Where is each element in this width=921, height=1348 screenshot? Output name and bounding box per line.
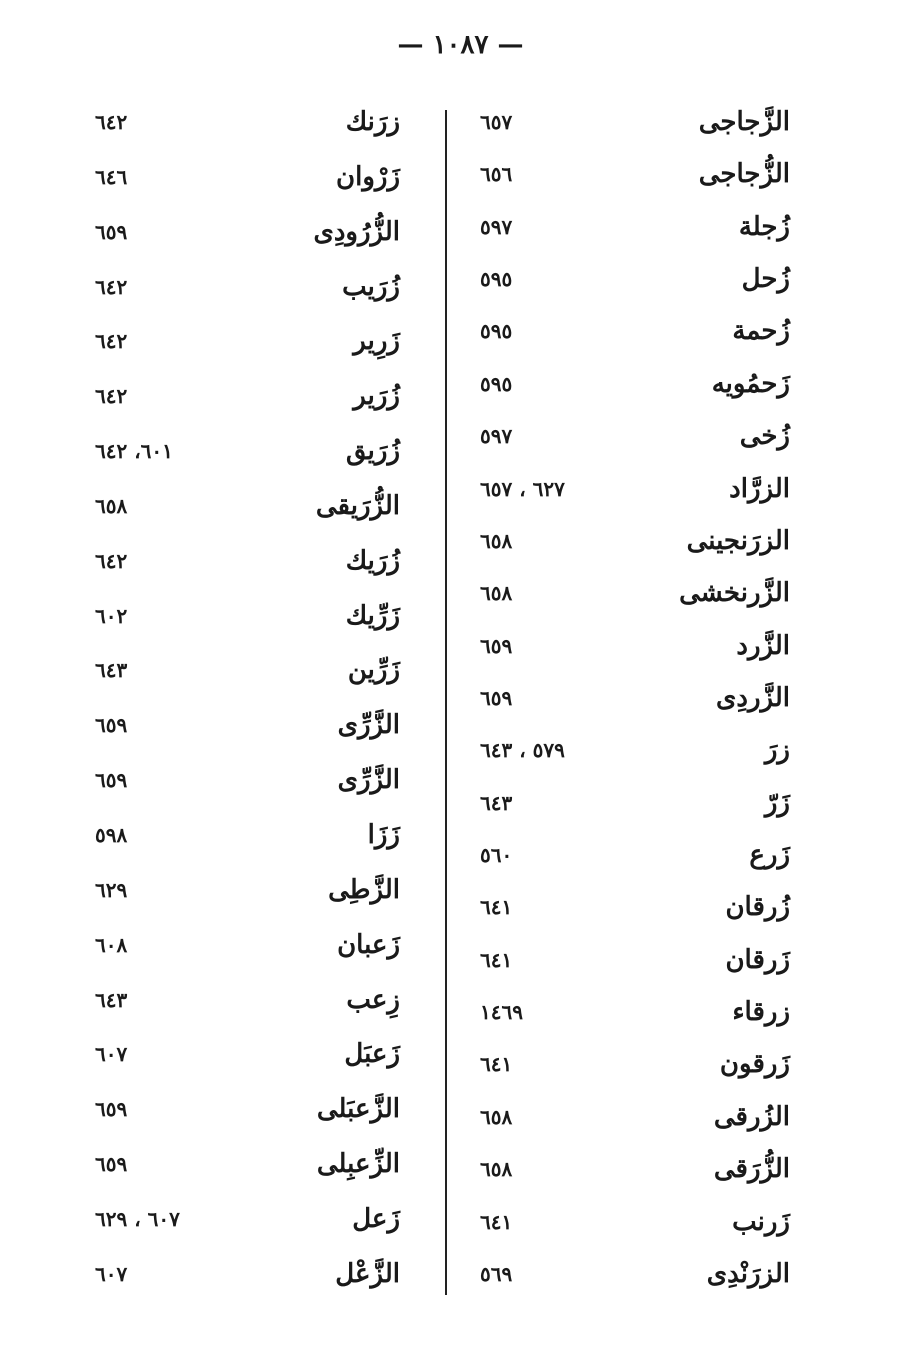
entry-name: الزَّرِّى — [337, 765, 400, 796]
entry-name: زرقاء — [732, 997, 790, 1028]
index-entry — [480, 150, 790, 198]
entry-pages: ٥٩٥ — [480, 267, 513, 292]
index-entry — [480, 726, 790, 774]
entry-name: الزِّعبِلى — [316, 1149, 400, 1180]
entry-pages: ٦٥٨ — [480, 581, 513, 606]
entry-name: الزَّجاجى — [698, 107, 790, 137]
index-entry — [480, 831, 790, 879]
index-entry — [95, 592, 400, 640]
entry-name: زَرِير — [353, 326, 400, 357]
entry-pages: ٦٠١، ٦٤٢ — [95, 439, 173, 464]
index-entry — [95, 756, 400, 804]
entry-pages: ٦٤١ — [480, 1052, 513, 1077]
index-entry — [480, 1040, 790, 1088]
index-entry — [480, 255, 790, 303]
entry-pages: ٦٥٩ — [95, 1152, 128, 1177]
entry-name: الزَّطِى — [328, 874, 400, 905]
entry-name: زَرقون — [719, 1049, 790, 1080]
entry-name: زَرّ — [764, 787, 790, 818]
entry-name: زُرقان — [725, 892, 790, 923]
entry-pages: ٦٥٨ — [480, 528, 513, 553]
entry-name: زُجلة — [738, 211, 790, 242]
index-entry — [480, 622, 790, 670]
entry-pages: ٦٤١ — [480, 1209, 513, 1234]
entry-pages: ٥٦٩ — [480, 1261, 513, 1286]
entry-pages: ٦٥٩ — [95, 768, 128, 793]
index-entry — [480, 307, 790, 355]
index-entry — [480, 1145, 790, 1193]
index-entry — [480, 569, 790, 617]
entry-name: الزرَنْدِى — [706, 1258, 790, 1289]
entry-pages: ٦٥٦ — [480, 162, 513, 187]
entry-name: الزُّجاجى — [698, 159, 790, 190]
entry-pages: ٦٤٣ — [480, 790, 513, 815]
index-entry — [95, 317, 400, 365]
entry-pages: ٥٧٩ ، ٦٤٣ — [480, 738, 565, 763]
entry-name: الزَّردِى — [716, 682, 790, 713]
entry-pages: ٥٩٧ — [480, 424, 513, 449]
entry-name: زُرَيك — [345, 545, 400, 576]
entry-name: زَعبان — [337, 929, 400, 960]
page-number: — ١٠٨٧ — — [397, 30, 524, 60]
entry-pages: ٦٤٢ — [95, 274, 128, 299]
index-entry — [95, 1250, 400, 1298]
index-entry — [480, 988, 790, 1036]
index-entry — [95, 263, 400, 311]
index-entry — [95, 976, 400, 1024]
index-entry — [95, 811, 400, 859]
index-entry — [480, 98, 790, 146]
entry-pages: ١٤٦٩ — [480, 1000, 523, 1025]
index-entry — [480, 517, 790, 565]
index-entry — [95, 208, 400, 256]
entry-name: الزُّرَيقى — [315, 490, 400, 521]
entry-pages: ٦٤١ — [480, 947, 513, 972]
index-entry — [95, 153, 400, 201]
index-entry — [480, 674, 790, 722]
entry-name: زُرَير — [353, 381, 400, 412]
entry-name: زَرقان — [725, 944, 790, 975]
entry-name: زُرَيب — [342, 271, 400, 302]
index-entry — [480, 1093, 790, 1141]
index-entry — [480, 465, 790, 513]
entry-name: الزَّعبَلى — [316, 1094, 400, 1125]
entry-pages: ٥٩٨ — [95, 822, 128, 847]
entry-pages: ٥٩٥ — [480, 371, 513, 396]
entry-name: زَعبَل — [344, 1039, 400, 1070]
entry-name: زَعل — [352, 1203, 400, 1234]
column-divider — [445, 110, 447, 1295]
index-entry — [95, 482, 400, 530]
index-entry — [480, 779, 790, 827]
index-entry — [480, 1198, 790, 1246]
entry-pages: ٥٩٥ — [480, 319, 513, 344]
index-entry — [480, 936, 790, 984]
entry-name: زَحمُويه — [711, 368, 790, 399]
entry-pages: ٦٥٩ — [480, 633, 513, 658]
entry-name: زَزَا — [367, 819, 400, 850]
entry-pages: ٦٢٩ — [95, 877, 128, 902]
index-entry — [95, 646, 400, 694]
entry-name: زُخى — [739, 421, 790, 452]
entry-pages: ٦٤٣ — [95, 987, 128, 1012]
index-entry — [480, 360, 790, 408]
index-entry — [480, 412, 790, 460]
entry-pages: ٦٤٦ — [95, 164, 128, 189]
index-entry — [95, 1195, 400, 1243]
entry-name: زَرِّيك — [345, 600, 400, 631]
entry-pages: ٦٤٣ — [95, 658, 128, 683]
entry-name: الزَّرِّى — [337, 710, 400, 741]
entry-name: الزرَنجينى — [686, 525, 790, 556]
entry-name: زِعب — [346, 984, 400, 1015]
entry-name: زَرنب — [732, 1206, 790, 1237]
entry-name: الزرَّاد — [729, 473, 790, 504]
right-column — [480, 98, 790, 1298]
entry-name: الزَّعْل — [335, 1258, 400, 1289]
index-entry — [95, 372, 400, 420]
index-entry — [95, 701, 400, 749]
index-entry — [95, 537, 400, 585]
entry-pages: ٦٥٨ — [480, 1104, 513, 1129]
entry-name: الزَّرد — [736, 630, 790, 661]
index-entry — [480, 203, 790, 251]
index-entry — [95, 1140, 400, 1188]
entry-name: زَرْوان — [336, 161, 400, 192]
entry-pages: ٦٥٧ — [480, 110, 513, 134]
index-entry — [95, 1085, 400, 1133]
entry-name: زرَ — [764, 735, 790, 766]
entry-name: الزُّرَقى — [713, 1154, 790, 1185]
left-column — [95, 98, 400, 1298]
entry-pages: ٦٥٩ — [480, 685, 513, 710]
entry-pages: ٦٥٩ — [95, 713, 128, 738]
entry-name: زُرَيق — [345, 436, 400, 467]
entry-pages: ٦٤٢ — [95, 329, 128, 354]
entry-pages: ٦٠٢ — [95, 603, 128, 628]
entry-pages: ٥٩٧ — [480, 214, 513, 239]
entry-pages: ٦٤٢ — [95, 548, 128, 573]
entry-name: الزَّرنخشى — [679, 578, 790, 609]
entry-name: زَرِّين — [347, 655, 400, 686]
entry-pages: ٦٤٢ — [95, 110, 128, 134]
index-entry — [95, 427, 400, 475]
index-entry — [95, 921, 400, 969]
entry-pages: ٦٤١ — [480, 895, 513, 920]
entry-pages: ٦٢٧ ، ٦٥٧ — [480, 476, 565, 501]
entry-pages: ٥٦٠ — [480, 843, 513, 868]
entry-pages: ٦٠٧ — [95, 1261, 128, 1286]
entry-pages: ٦٤٢ — [95, 384, 128, 409]
entry-pages: ٦٥٨ — [95, 493, 128, 518]
entry-name: الزُّرُودِى — [313, 216, 400, 247]
entry-name: زُحل — [741, 264, 790, 295]
index-entry — [95, 1030, 400, 1078]
index-entry — [95, 866, 400, 914]
entry-pages: ٦٠٧ — [95, 1042, 128, 1067]
entry-name: الزُرقى — [713, 1101, 790, 1132]
index-entry — [480, 1250, 790, 1298]
entry-pages: ٦٥٩ — [95, 219, 128, 244]
entry-name: زُحمة — [732, 316, 790, 347]
entry-pages: ٦٠٧ ، ٦٢٩ — [95, 1206, 180, 1231]
entry-pages: ٦٥٨ — [480, 1157, 513, 1182]
index-entry — [95, 98, 400, 146]
entry-pages: ٦٥٩ — [95, 1097, 128, 1122]
entry-name: زَرع — [749, 840, 790, 871]
entry-pages: ٦٠٨ — [95, 932, 128, 957]
index-entry — [480, 883, 790, 931]
entry-name: زرَنك — [345, 107, 400, 137]
